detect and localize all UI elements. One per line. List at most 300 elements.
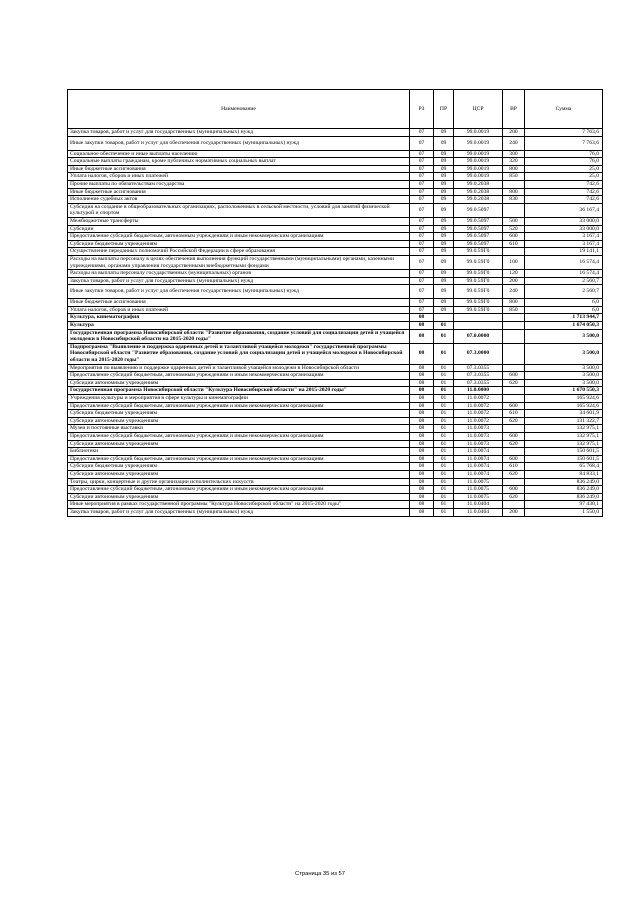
- cell-sum: 132 975,1: [525, 432, 603, 440]
- cell-sum: 33 000,0: [525, 225, 603, 233]
- table-row: [68, 129, 603, 137]
- cell-sum: 7 763,6: [525, 136, 603, 150]
- cell-rz: 08: [410, 455, 434, 463]
- cell-pr: 09: [434, 233, 454, 241]
- cell-pr: 01: [434, 387, 454, 395]
- cell-csr: 11.0.0072: [454, 417, 503, 425]
- cell-vr: 850: [503, 306, 525, 314]
- cell-rz: 08: [410, 508, 434, 516]
- cell-sum: 3 500,0: [525, 329, 603, 343]
- cell-csr: 11.0.0074: [454, 463, 503, 471]
- cell-csr: 99.0.0019: [454, 158, 503, 166]
- cell-name: Иные бюджетные ассигнования: [68, 165, 410, 173]
- cell-vr: [503, 364, 525, 372]
- cell-pr: 09: [434, 196, 454, 204]
- cell-csr: 99.0.5097: [454, 203, 503, 217]
- header-csr: ЦСР: [454, 90, 503, 129]
- cell-sum: 742,6: [525, 188, 603, 196]
- table-row: [68, 448, 603, 456]
- table-row: [68, 180, 603, 188]
- cell-csr: 11.0.0074: [454, 470, 503, 478]
- cell-csr: 11.0.0073: [454, 425, 503, 433]
- cell-pr: 09: [434, 173, 454, 181]
- cell-pr: 09: [434, 188, 454, 196]
- cell-pr: 01: [434, 372, 454, 380]
- cell-rz: 07: [410, 196, 434, 204]
- budget-table: [67, 89, 603, 517]
- cell-rz: 07: [410, 158, 434, 166]
- cell-pr: 09: [434, 225, 454, 233]
- cell-vr: 830: [503, 196, 525, 204]
- cell-pr: 01: [434, 486, 454, 494]
- cell-rz: 07: [410, 233, 434, 241]
- cell-csr: 11.0.0073: [454, 440, 503, 448]
- cell-csr: 11.0.0075: [454, 486, 503, 494]
- cell-pr: 01: [434, 425, 454, 433]
- cell-name: Культура: [68, 322, 410, 330]
- cell-csr: 11.0.0404: [454, 501, 503, 509]
- cell-sum: 836 249,0: [525, 493, 603, 501]
- cell-sum: 6,0: [525, 306, 603, 314]
- cell-vr: 600: [503, 233, 525, 241]
- table-row: [68, 463, 603, 471]
- cell-pr: 09: [434, 150, 454, 158]
- header-rz: РЗ: [410, 90, 434, 129]
- cell-vr: [503, 395, 525, 403]
- table-body: [68, 129, 603, 517]
- table-row: [68, 402, 603, 410]
- table-row: [68, 306, 603, 314]
- cell-name: Расходы на выплаты персоналу государственных (муниципальных) органов: [68, 270, 410, 278]
- cell-vr: [503, 478, 525, 486]
- cell-pr: 09: [434, 285, 454, 299]
- table-row: [68, 196, 603, 204]
- cell-name: Предоставление субсидий бюджетным, автономным учреждениям и иным некоммерческим организациям: [68, 486, 410, 494]
- cell-pr: 01: [434, 395, 454, 403]
- cell-sum: 84 833,1: [525, 470, 603, 478]
- cell-vr: 200: [503, 129, 525, 137]
- cell-csr: 07.3.0355: [454, 372, 503, 380]
- cell-sum: 6,0: [525, 299, 603, 307]
- cell-sum: 3 500,0: [525, 364, 603, 372]
- cell-vr: 120: [503, 270, 525, 278]
- table-row: [68, 387, 603, 395]
- cell-rz: 08: [410, 501, 434, 509]
- cell-pr: 01: [434, 329, 454, 343]
- cell-sum: 33 000,0: [525, 217, 603, 225]
- cell-name: Театры, цирки, концертные и другие организации исполнительских искусств: [68, 478, 410, 486]
- table-row: [68, 455, 603, 463]
- cell-name: Предоставление субсидий бюджетным, автономным учреждениям и иным некоммерческим организациям: [68, 233, 410, 241]
- cell-pr: 09: [434, 180, 454, 188]
- cell-pr: 09: [434, 129, 454, 137]
- cell-vr: 520: [503, 225, 525, 233]
- table-row: [68, 188, 603, 196]
- cell-rz: 08: [410, 410, 434, 418]
- cell-name: Субсидии автономным учреждениям: [68, 417, 410, 425]
- cell-vr: 610: [503, 240, 525, 248]
- cell-csr: 99.0.0019: [454, 129, 503, 137]
- table-row: [68, 255, 603, 269]
- cell-sum: 1 670 550,3: [525, 387, 603, 395]
- cell-vr: [503, 343, 525, 364]
- cell-pr: 09: [434, 255, 454, 269]
- cell-sum: 25,0: [525, 165, 603, 173]
- cell-pr: 09: [434, 277, 454, 285]
- cell-csr: 99.0.59Г0: [454, 285, 503, 299]
- table-row: [68, 329, 603, 343]
- cell-vr: [503, 448, 525, 456]
- cell-csr: 11.0.0072: [454, 395, 503, 403]
- cell-name: Иные бюджетные ассигнования: [68, 188, 410, 196]
- cell-name: Субсидии бюджетным учреждениям: [68, 463, 410, 471]
- cell-pr: 09: [434, 165, 454, 173]
- cell-rz: 07: [410, 270, 434, 278]
- header-name: Наименование: [68, 90, 410, 129]
- cell-name: Субсидии бюджетным учреждениям: [68, 240, 410, 248]
- cell-pr: 01: [434, 470, 454, 478]
- cell-sum: 97 430,1: [525, 501, 603, 509]
- cell-pr: 01: [434, 448, 454, 456]
- cell-pr: 09: [434, 306, 454, 314]
- header-vr: ВР: [503, 90, 525, 129]
- cell-rz: 08: [410, 343, 434, 364]
- cell-pr: 01: [434, 402, 454, 410]
- cell-name: Государственная программа Новосибирской области "Развитие образования, создание условий для социализации детей и учащейся молодежи в Новосибирской области на 2015-2020 годы": [68, 329, 410, 343]
- table-row: [68, 136, 603, 150]
- cell-csr: 99.0.5097: [454, 240, 503, 248]
- cell-name: Субсидии автономным учреждениям: [68, 440, 410, 448]
- cell-sum: 76,0: [525, 158, 603, 166]
- cell-vr: 600: [503, 432, 525, 440]
- cell-name: Уплата налогов, сборов и иных платежей: [68, 173, 410, 181]
- cell-sum: 3 500,0: [525, 343, 603, 364]
- cell-rz: 07: [410, 306, 434, 314]
- cell-name: Учреждения культуры и мероприятия в сфере культуры и кинематографии: [68, 395, 410, 403]
- cell-name: Мероприятия по выявлению и поддержке одаренных детей и талантливой учащейся молодежи в Новосибирской области: [68, 364, 410, 372]
- cell-pr: 01: [434, 501, 454, 509]
- cell-name: Предоставление субсидий бюджетным, автономным учреждениям и иным некоммерческим организациям: [68, 402, 410, 410]
- cell-name: Межбюджетные трансферты: [68, 217, 410, 225]
- table-row: [68, 410, 603, 418]
- cell-name: Иные бюджетные ассигнования: [68, 299, 410, 307]
- cell-sum: 1 674 050,3: [525, 322, 603, 330]
- cell-name: Расходы на выплаты персоналу в целях обеспечения выполнения функций государственными (муниципальными) органами, казенными учреждениями, органами управления государственными внебюджетными фондами: [68, 255, 410, 269]
- cell-rz: 08: [410, 387, 434, 395]
- cell-sum: 165 924,6: [525, 395, 603, 403]
- cell-rz: 07: [410, 277, 434, 285]
- cell-csr: 11.0.0000: [454, 387, 503, 395]
- cell-pr: 01: [434, 364, 454, 372]
- cell-vr: 620: [503, 470, 525, 478]
- cell-sum: 836 249,0: [525, 478, 603, 486]
- cell-rz: 07: [410, 285, 434, 299]
- cell-pr: 09: [434, 248, 454, 256]
- cell-rz: 07: [410, 188, 434, 196]
- cell-pr: 01: [434, 440, 454, 448]
- cell-name: Субсидии автономным учреждениям: [68, 470, 410, 478]
- cell-vr: [503, 314, 525, 322]
- cell-vr: 620: [503, 493, 525, 501]
- cell-pr: 01: [434, 463, 454, 471]
- cell-rz: 08: [410, 364, 434, 372]
- cell-vr: [503, 425, 525, 433]
- table-row: [68, 486, 603, 494]
- cell-sum: 16 574,4: [525, 255, 603, 269]
- cell-vr: [503, 329, 525, 343]
- cell-pr: 01: [434, 493, 454, 501]
- cell-rz: 08: [410, 440, 434, 448]
- cell-pr: 01: [434, 478, 454, 486]
- cell-rz: 08: [410, 432, 434, 440]
- table-row: [68, 158, 603, 166]
- cell-sum: 1 550,0: [525, 508, 603, 516]
- cell-pr: 09: [434, 158, 454, 166]
- table-row: [68, 225, 603, 233]
- cell-vr: 100: [503, 255, 525, 269]
- cell-sum: 3 500,0: [525, 379, 603, 387]
- cell-csr: 11.0.0072: [454, 410, 503, 418]
- cell-rz: 07: [410, 217, 434, 225]
- cell-csr: 11.0.0075: [454, 493, 503, 501]
- table-row: [68, 203, 603, 217]
- cell-rz: 08: [410, 486, 434, 494]
- cell-vr: 200: [503, 508, 525, 516]
- cell-sum: 36 167,4: [525, 203, 603, 217]
- cell-sum: 150 601,5: [525, 448, 603, 456]
- cell-rz: 07: [410, 150, 434, 158]
- header-pr: ПР: [434, 90, 454, 129]
- table-row: [68, 508, 603, 516]
- table-row: [68, 493, 603, 501]
- cell-csr: 07.3.0355: [454, 379, 503, 387]
- cell-csr: 11.0.0072: [454, 402, 503, 410]
- table-row: [68, 299, 603, 307]
- cell-vr: 600: [503, 455, 525, 463]
- cell-vr: 800: [503, 165, 525, 173]
- cell-csr: 07.3.0000: [454, 343, 503, 364]
- cell-rz: 08: [410, 493, 434, 501]
- table-row: [68, 478, 603, 486]
- cell-sum: 132 975,1: [525, 425, 603, 433]
- cell-name: Субсидии автономным учреждениям: [68, 379, 410, 387]
- table-row: [68, 173, 603, 181]
- table-row: [68, 150, 603, 158]
- cell-vr: [503, 322, 525, 330]
- table-row: [68, 470, 603, 478]
- cell-name: Музеи и постоянные выставки: [68, 425, 410, 433]
- table-row: [68, 248, 603, 256]
- cell-csr: 07.3.0355: [454, 364, 503, 372]
- cell-csr: 99.0.2038: [454, 180, 503, 188]
- cell-name: Уплата налогов, сборов и иных платежей: [68, 306, 410, 314]
- cell-name: Субсидия на создание в общеобразовательных организациях, расположенных в сельской местности, условий для занятий физической культурой и спортом: [68, 203, 410, 217]
- cell-name: Предоставление субсидий бюджетным, автономным учреждениям и иным некоммерческим организациям: [68, 372, 410, 380]
- cell-sum: 2 560,7: [525, 285, 603, 299]
- cell-rz: 07: [410, 240, 434, 248]
- cell-csr: 11.0.0404: [454, 508, 503, 516]
- cell-sum: 25,0: [525, 173, 603, 181]
- table-row: [68, 501, 603, 509]
- cell-sum: 16 574,4: [525, 270, 603, 278]
- cell-sum: 3 500,0: [525, 372, 603, 380]
- cell-rz: 07: [410, 248, 434, 256]
- cell-vr: 500: [503, 217, 525, 225]
- table-row: [68, 372, 603, 380]
- cell-name: Подпрограмма "Выявление и поддержка одаренных детей и талантливой учащейся молодежи" государственной программы Новосибирской области "Развитие образования, создание условий для социализации детей и учащейся молодежи в Новосибирской области на 2015-2020 годы": [68, 343, 410, 364]
- cell-pr: 01: [434, 343, 454, 364]
- header-sum: Сумма: [525, 90, 603, 129]
- table-header-row: [68, 90, 603, 129]
- cell-vr: 300: [503, 150, 525, 158]
- cell-vr: 600: [503, 486, 525, 494]
- cell-csr: 99.0.59Г0: [454, 299, 503, 307]
- cell-rz: 08: [410, 470, 434, 478]
- cell-name: Субсидии автономным учреждениям: [68, 493, 410, 501]
- cell-sum: 2 560,7: [525, 277, 603, 285]
- budget-table-sheet: [67, 89, 602, 517]
- table-row: [68, 277, 603, 285]
- cell-csr: 99.0.59Г0: [454, 270, 503, 278]
- cell-rz: 08: [410, 402, 434, 410]
- table-row: [68, 285, 603, 299]
- cell-name: Предоставление субсидий бюджетным, автономным учреждениям и иным некоммерческим организациям: [68, 432, 410, 440]
- cell-pr: 09: [434, 299, 454, 307]
- cell-rz: 07: [410, 165, 434, 173]
- cell-name: Социальные выплаты гражданам, кроме публичных нормативных социальных выплат: [68, 158, 410, 166]
- cell-vr: [503, 203, 525, 217]
- cell-rz: 07: [410, 203, 434, 217]
- cell-csr: 99.0.2038: [454, 188, 503, 196]
- cell-vr: 600: [503, 402, 525, 410]
- cell-name: Закупка товаров, работ и услуг для государственных (муниципальных) нужд: [68, 277, 410, 285]
- cell-rz: 07: [410, 136, 434, 150]
- cell-sum: 7 763,6: [525, 129, 603, 137]
- cell-vr: 240: [503, 136, 525, 150]
- cell-csr: 11.0.0073: [454, 432, 503, 440]
- table-row: [68, 343, 603, 364]
- cell-name: Осуществление переданных полномочий Российской Федерации в сфере образования: [68, 248, 410, 256]
- cell-pr: [434, 314, 454, 322]
- cell-rz: 07: [410, 129, 434, 137]
- cell-csr: 99.0.0019: [454, 173, 503, 181]
- table-row: [68, 165, 603, 173]
- cell-vr: 320: [503, 158, 525, 166]
- table-row: [68, 395, 603, 403]
- table-row: [68, 314, 603, 322]
- cell-vr: [503, 387, 525, 395]
- cell-pr: 01: [434, 322, 454, 330]
- cell-name: Субсидии бюджетным учреждениям: [68, 410, 410, 418]
- cell-vr: [503, 248, 525, 256]
- cell-rz: 08: [410, 395, 434, 403]
- cell-vr: [503, 501, 525, 509]
- cell-rz: 08: [410, 448, 434, 456]
- cell-rz: 07: [410, 173, 434, 181]
- cell-rz: 08: [410, 329, 434, 343]
- cell-rz: 08: [410, 322, 434, 330]
- cell-rz: 08: [410, 478, 434, 486]
- cell-sum: 76,0: [525, 150, 603, 158]
- cell-name: Социальное обеспечение и иные выплаты населению: [68, 150, 410, 158]
- cell-rz: 08: [410, 314, 434, 322]
- table-row: [68, 217, 603, 225]
- table-row: [68, 425, 603, 433]
- cell-csr: 99.0.59Г0: [454, 306, 503, 314]
- cell-pr: 09: [434, 136, 454, 150]
- cell-pr: 01: [434, 432, 454, 440]
- table-row: [68, 240, 603, 248]
- cell-rz: 08: [410, 379, 434, 387]
- table-row: [68, 322, 603, 330]
- cell-rz: 08: [410, 463, 434, 471]
- cell-sum: 131 322,7: [525, 417, 603, 425]
- cell-name: Иные мероприятия в рамках государственной программы "Культура Новосибирской области" на 2015-2020 годы": [68, 501, 410, 509]
- cell-sum: 65 768,4: [525, 463, 603, 471]
- cell-sum: 3 167,4: [525, 240, 603, 248]
- cell-name: Исполнение судебных актов: [68, 196, 410, 204]
- cell-pr: 01: [434, 455, 454, 463]
- table-row: [68, 233, 603, 241]
- cell-csr: 07.0.0000: [454, 329, 503, 343]
- cell-pr: 09: [434, 203, 454, 217]
- table-row: [68, 432, 603, 440]
- cell-rz: 07: [410, 180, 434, 188]
- cell-pr: 09: [434, 270, 454, 278]
- cell-rz: 07: [410, 255, 434, 269]
- cell-csr: 99.0.0019: [454, 150, 503, 158]
- cell-csr: 11.0.0075: [454, 478, 503, 486]
- cell-sum: 34 601,9: [525, 410, 603, 418]
- cell-vr: [503, 180, 525, 188]
- cell-name: Прочие выплаты по обязательствам государства: [68, 180, 410, 188]
- cell-sum: 132 975,1: [525, 440, 603, 448]
- cell-vr: 610: [503, 463, 525, 471]
- cell-csr: 99.0.0019: [454, 165, 503, 173]
- cell-pr: 09: [434, 240, 454, 248]
- cell-name: Закупка товаров, работ и услуг для государственных (муниципальных) нужд: [68, 508, 410, 516]
- cell-csr: 11.0.0074: [454, 448, 503, 456]
- cell-rz: 07: [410, 299, 434, 307]
- cell-sum: 742,6: [525, 180, 603, 188]
- cell-name: Предоставление субсидий бюджетным, автономным учреждениям и иным некоммерческим организациям: [68, 455, 410, 463]
- cell-vr: 850: [503, 173, 525, 181]
- cell-sum: 1 713 944,7: [525, 314, 603, 322]
- cell-name: Субсидии: [68, 225, 410, 233]
- cell-vr: 600: [503, 372, 525, 380]
- cell-pr: 09: [434, 217, 454, 225]
- cell-name: Библиотеки: [68, 448, 410, 456]
- cell-vr: 200: [503, 277, 525, 285]
- cell-csr: 99.0.0019: [454, 136, 503, 150]
- cell-sum: 150 601,5: [525, 455, 603, 463]
- cell-csr: [454, 314, 503, 322]
- cell-csr: 99.0.5097: [454, 225, 503, 233]
- cell-vr: 800: [503, 299, 525, 307]
- cell-csr: 99.0.59Г0: [454, 255, 503, 269]
- cell-vr: 620: [503, 440, 525, 448]
- table-row: [68, 364, 603, 372]
- cell-name: Иные закупки товаров, работ и услуг для обеспечения государственных (муниципальных) нужд: [68, 136, 410, 150]
- cell-pr: 01: [434, 379, 454, 387]
- table-row: [68, 417, 603, 425]
- cell-pr: 01: [434, 417, 454, 425]
- cell-vr: 610: [503, 410, 525, 418]
- cell-rz: 08: [410, 417, 434, 425]
- cell-csr: 99.0.59Г0: [454, 277, 503, 285]
- cell-vr: 620: [503, 417, 525, 425]
- table-row: [68, 440, 603, 448]
